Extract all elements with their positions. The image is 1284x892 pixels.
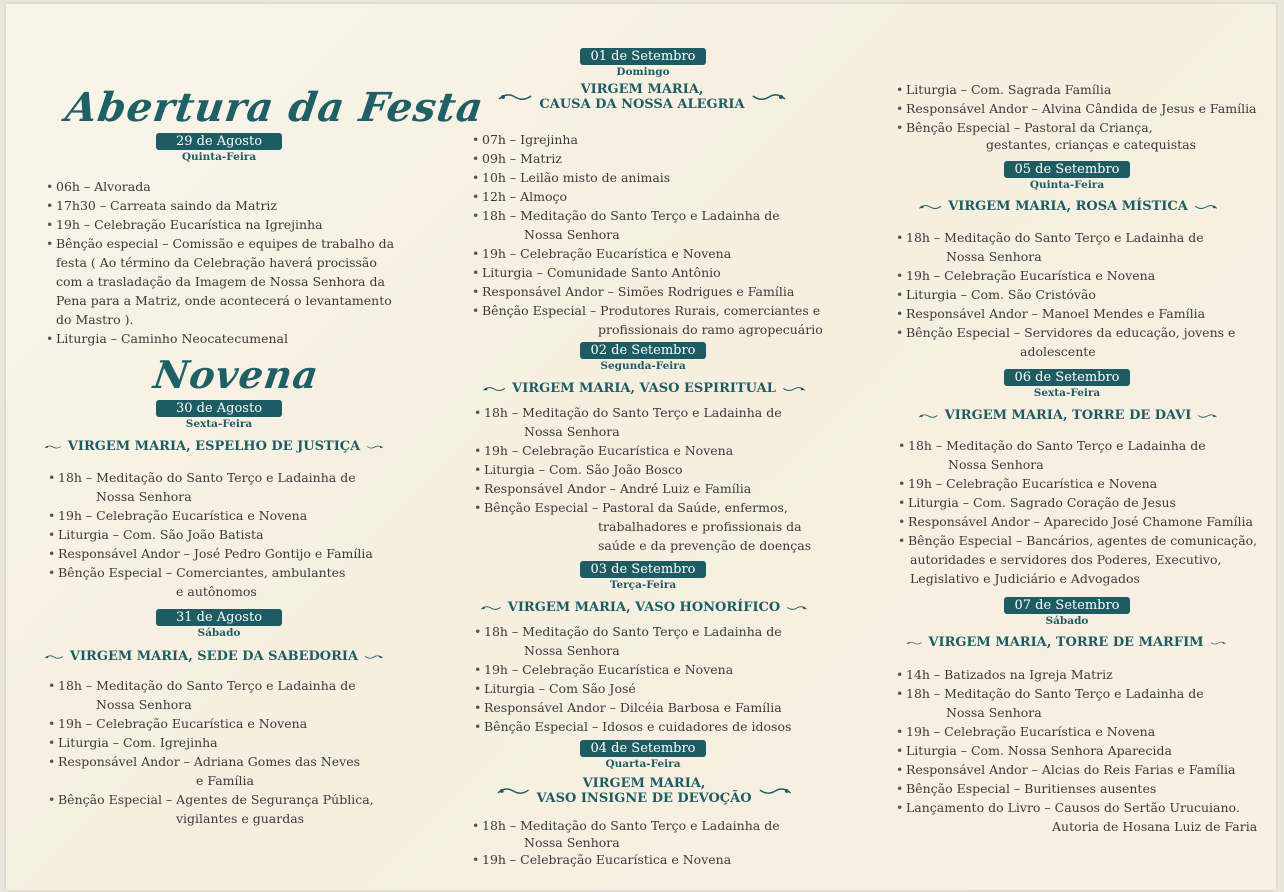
novena-day-title: VIRGEM MARIA, CAUSA DA NOSSA ALEGRIA bbox=[539, 82, 745, 112]
list-item: • Responsável Andor – Aparecido José Chamone Família bbox=[898, 514, 1253, 529]
list-item: Autoria de Hosana Luiz de Faria bbox=[1052, 819, 1258, 834]
list-item: • Liturgia – Com. Nossa Senhora Aparecida bbox=[896, 743, 1172, 758]
list-item: festa ( Ao término da Celebração haverá procissão bbox=[56, 255, 377, 270]
list-item: • Liturgia – Comunidade Santo Antônio bbox=[472, 265, 721, 280]
list-item: • Responsável Andor – Dilcéia Barbosa e Família bbox=[474, 700, 782, 715]
list-item: • 19h – Celebração Eucarística e Novena bbox=[48, 716, 308, 731]
date-badge-30-agosto: 30 de Agosto bbox=[156, 400, 282, 417]
list-item: • Liturgia – Com. São João Batista bbox=[48, 527, 264, 542]
list-item: Legislativo e Judiciário e Advogados bbox=[910, 571, 1140, 586]
ornament-left-icon bbox=[480, 602, 502, 614]
list-03-setembro bbox=[474, 622, 791, 736]
festival-program-sheet bbox=[6, 4, 1276, 890]
list-item: Nossa Senhora bbox=[524, 424, 620, 439]
list-item: Pena para a Matriz, onde acontecerá o levantamento bbox=[56, 293, 392, 308]
list-item: • Responsável Andor – André Luiz e Família bbox=[474, 481, 752, 496]
list-item: • Responsável Andor – Adriana Gomes das Neves bbox=[48, 754, 361, 769]
list-30-agosto bbox=[48, 468, 373, 601]
list-item: do Mastro ). bbox=[56, 312, 134, 327]
list-item: • 19h – Celebração Eucarística e Novena bbox=[472, 852, 732, 867]
list-item: • 18h – Meditação do Santo Terço e Ladainha de bbox=[472, 818, 780, 833]
list-item: • 09h – Matriz bbox=[472, 151, 562, 166]
banner-espelho-justica bbox=[44, 439, 384, 454]
list-item: • 19h – Celebração Eucarística e Novena bbox=[474, 443, 734, 458]
list-item: adolescente bbox=[1020, 344, 1096, 359]
list-item: • 12h – Almoço bbox=[472, 189, 568, 204]
list-item: • 18h – Meditação do Santo Terço e Ladainha de bbox=[474, 405, 782, 420]
list-07-setembro bbox=[896, 665, 1257, 836]
weekday-03-setembro: Terça-Feira bbox=[609, 579, 677, 591]
weekday-04-setembro: Quarta-Feira bbox=[605, 758, 681, 770]
list-item: • 19h – Celebração Eucarística e Novena bbox=[474, 662, 734, 677]
date-badge-02-setembro: 02 de Setembro bbox=[580, 342, 706, 359]
weekday-29-agosto: Quinta-Feira bbox=[181, 151, 257, 163]
list-item: • Liturgia – Com. Sagrada Família bbox=[896, 82, 1112, 97]
list-item: Nossa Senhora bbox=[96, 697, 192, 712]
banner-torre-davi bbox=[918, 408, 1218, 423]
novena-day-title: VIRGEM MARIA, ROSA MÍSTICA bbox=[948, 199, 1188, 214]
list-01-setembro bbox=[472, 130, 823, 339]
list-04-setembro bbox=[472, 817, 780, 868]
list-item: vigilantes e guardas bbox=[176, 811, 305, 826]
date-badge-01-setembro: 01 de Setembro bbox=[580, 48, 706, 65]
list-item: • Liturgia – Com. Sagrado Coração de Jesus bbox=[898, 495, 1176, 510]
abertura-title: Abertura da Festa bbox=[62, 84, 487, 131]
date-badge-07-setembro: 07 de Setembro bbox=[1004, 597, 1130, 614]
list-item: • Liturgia – Com. Igrejinha bbox=[48, 735, 218, 750]
list-04-setembro-continued bbox=[896, 80, 1257, 152]
list-05-setembro bbox=[896, 228, 1235, 361]
list-item: • Bênção Especial – Pastoral da Criança, bbox=[896, 120, 1153, 135]
list-item: • Lançamento do Livro – Causos do Sertão Urucuiano. bbox=[896, 800, 1240, 815]
list-item: • 19h – Celebração Eucarística e Novena bbox=[472, 246, 732, 261]
ornament-right-icon bbox=[786, 602, 808, 614]
ornament-left-icon bbox=[496, 785, 530, 797]
ornament-right-icon bbox=[758, 785, 792, 797]
list-item: • 18h – Meditação do Santo Terço e Ladainha de bbox=[896, 686, 1204, 701]
list-item: • Bênção especial – Comissão e equipes de trabalho da bbox=[46, 236, 395, 251]
list-item: saúde e da prevenção de doenças bbox=[598, 538, 812, 553]
list-item: • Bênção Especial – Servidores da educação, jovens e bbox=[896, 325, 1236, 340]
ornament-right-icon bbox=[1194, 201, 1218, 213]
banner-vaso-honorifico bbox=[480, 600, 808, 615]
weekday-31-agosto: Sábado bbox=[197, 627, 241, 639]
banner-vaso-espiritual bbox=[482, 381, 806, 396]
list-item: • Responsável Andor – José Pedro Gontijo e Família bbox=[48, 546, 373, 561]
banner-causa-alegria bbox=[492, 82, 792, 112]
list-item: gestantes, crianças e catequistas bbox=[986, 137, 1197, 152]
list-item: Nossa Senhora bbox=[524, 643, 620, 658]
list-item: • Responsável Andor – Alvina Cândida de Jesus e Família bbox=[896, 101, 1257, 116]
date-badge-31-agosto: 31 de Agosto bbox=[156, 609, 282, 626]
list-06-setembro bbox=[898, 436, 1257, 588]
list-item: • Bênção Especial – Pastoral da Saúde, enfermos, bbox=[474, 500, 788, 515]
novena-title: Novena bbox=[150, 352, 322, 397]
weekday-07-setembro: Sábado bbox=[1045, 615, 1089, 627]
list-item: • Responsável Andor – Simões Rodrigues e Família bbox=[472, 284, 795, 299]
banner-torre-marfim bbox=[906, 635, 1226, 650]
ornament-right-icon bbox=[782, 383, 806, 395]
list-item: Nossa Senhora bbox=[946, 705, 1042, 720]
banner-vaso-insigne bbox=[496, 776, 792, 806]
ornament-right-icon bbox=[366, 441, 384, 453]
list-item: • Bênção Especial – Idosos e cuidadores de idosos bbox=[474, 719, 792, 734]
list-item: • 18h – Meditação do Santo Terço e Ladainha de bbox=[472, 208, 780, 223]
ornament-right-icon bbox=[1210, 637, 1226, 649]
weekday-02-setembro: Segunda-Feira bbox=[600, 360, 686, 372]
ornament-right-icon bbox=[1197, 410, 1218, 422]
list-item: • Bênção Especial – Produtores Rurais, comerciantes e bbox=[472, 303, 821, 318]
list-item: Nossa Senhora bbox=[524, 835, 620, 850]
list-item: • 19h – Celebração Eucarística e Novena bbox=[48, 508, 308, 523]
list-item: • 19h – Celebração Eucarística e Novena bbox=[898, 476, 1158, 491]
list-item: • Bênção Especial – Bancários, agentes de comunicação, bbox=[898, 533, 1258, 548]
list-item: • Bênção Especial – Buritienses ausentes bbox=[896, 781, 1157, 796]
list-item: • 07h – Igrejinha bbox=[472, 132, 578, 147]
list-item: • Responsável Andor – Manoel Mendes e Família bbox=[896, 306, 1206, 321]
list-item: • Bênção Especial – Comerciantes, ambulantes bbox=[48, 565, 346, 580]
list-item: • 18h – Meditação do Santo Terço e Ladainha de bbox=[896, 230, 1204, 245]
list-item: autoridades e servidores dos Poderes, Executivo, bbox=[910, 552, 1222, 567]
list-item: • 18h – Meditação do Santo Terço e Ladainha de bbox=[898, 438, 1206, 453]
date-badge-05-setembro: 05 de Setembro bbox=[1004, 161, 1130, 178]
date-badge-04-setembro: 04 de Setembro bbox=[580, 740, 706, 757]
list-item: • Liturgia – Com São José bbox=[474, 681, 636, 696]
ornament-left-icon bbox=[497, 91, 533, 103]
novena-day-title: VIRGEM MARIA, VASO ESPIRITUAL bbox=[512, 381, 776, 396]
list-item: • 10h – Leilão misto de animais bbox=[472, 170, 671, 185]
list-item: com a trasladação da Imagem de Nossa Senhora da bbox=[56, 274, 385, 289]
list-item: Nossa Senhora bbox=[946, 249, 1042, 264]
list-item: • 19h – Celebração Eucarística e Novena bbox=[896, 268, 1156, 283]
date-badge-06-setembro: 06 de Setembro bbox=[1004, 369, 1130, 386]
ornament-right-icon bbox=[751, 91, 787, 103]
list-item: e autônomos bbox=[176, 584, 257, 599]
list-item: • 17h30 – Carreata saindo da Matriz bbox=[46, 198, 278, 213]
novena-day-title: VIRGEM MARIA, TORRE DE DAVI bbox=[944, 408, 1192, 423]
abertura-list bbox=[46, 177, 406, 348]
list-item: • Liturgia – Com. São João Bosco bbox=[474, 462, 683, 477]
list-item: trabalhadores e profissionais da bbox=[598, 519, 802, 534]
novena-day-title: VIRGEM MARIA, VASO HONORÍFICO bbox=[507, 600, 781, 615]
banner-rosa-mistica bbox=[918, 199, 1218, 214]
novena-day-title: VIRGEM MARIA, TORRE DE MARFIM bbox=[928, 635, 1204, 650]
list-item: e Família bbox=[196, 773, 254, 788]
ornament-left-icon bbox=[44, 651, 64, 663]
list-item: Nossa Senhora bbox=[96, 489, 192, 504]
weekday-01-setembro: Domingo bbox=[616, 66, 670, 78]
list-item: • Liturgia – Com. São Cristóvão bbox=[896, 287, 1096, 302]
banner-sede-sabedoria bbox=[44, 649, 384, 664]
list-item: profissionais do ramo agropecuário bbox=[598, 322, 823, 337]
list-item: Nossa Senhora bbox=[948, 457, 1044, 472]
list-item: • Liturgia – Caminho Neocatecumenal bbox=[46, 331, 289, 346]
list-item: • 18h – Meditação do Santo Terço e Ladainha de bbox=[48, 678, 356, 693]
list-item: • 14h – Batizados na Igreja Matriz bbox=[896, 667, 1113, 682]
list-item: Nossa Senhora bbox=[524, 227, 620, 242]
list-item: • 18h – Meditação do Santo Terço e Ladainha de bbox=[474, 624, 782, 639]
weekday-05-setembro: Quinta-Feira bbox=[1029, 179, 1105, 191]
list-item: • 19h – Celebração Eucarística e Novena bbox=[896, 724, 1156, 739]
ornament-right-icon bbox=[364, 651, 384, 663]
list-item: • Responsável Andor – Alcias do Reis Farias e Família bbox=[896, 762, 1236, 777]
novena-day-title: VIRGEM MARIA, VASO INSIGNE DE DEVOÇÃO bbox=[536, 776, 752, 806]
ornament-left-icon bbox=[482, 383, 506, 395]
list-item: • Bênção Especial – Agentes de Segurança Pública, bbox=[48, 792, 374, 807]
list-item: • 18h – Meditação do Santo Terço e Ladainha de bbox=[48, 470, 356, 485]
weekday-30-agosto: Sexta-Feira bbox=[185, 418, 253, 430]
novena-day-title: VIRGEM MARIA, ESPELHO DE JUSTIÇA bbox=[67, 439, 361, 454]
date-badge-03-setembro: 03 de Setembro bbox=[580, 561, 706, 578]
weekday-06-setembro: Sexta-Feira bbox=[1033, 387, 1101, 399]
ornament-left-icon bbox=[918, 201, 942, 213]
list-item: • 19h – Celebração Eucarística na Igrejinha bbox=[46, 217, 323, 232]
ornament-left-icon bbox=[44, 441, 62, 453]
date-badge-29-agosto: 29 de Agosto bbox=[156, 133, 282, 150]
list-31-agosto bbox=[48, 676, 374, 828]
ornament-left-icon bbox=[918, 410, 939, 422]
ornament-left-icon bbox=[906, 637, 922, 649]
list-02-setembro bbox=[474, 403, 811, 555]
list-item: • 06h – Alvorada bbox=[46, 179, 151, 194]
novena-day-title: VIRGEM MARIA, SEDE DA SABEDORIA bbox=[69, 649, 359, 664]
